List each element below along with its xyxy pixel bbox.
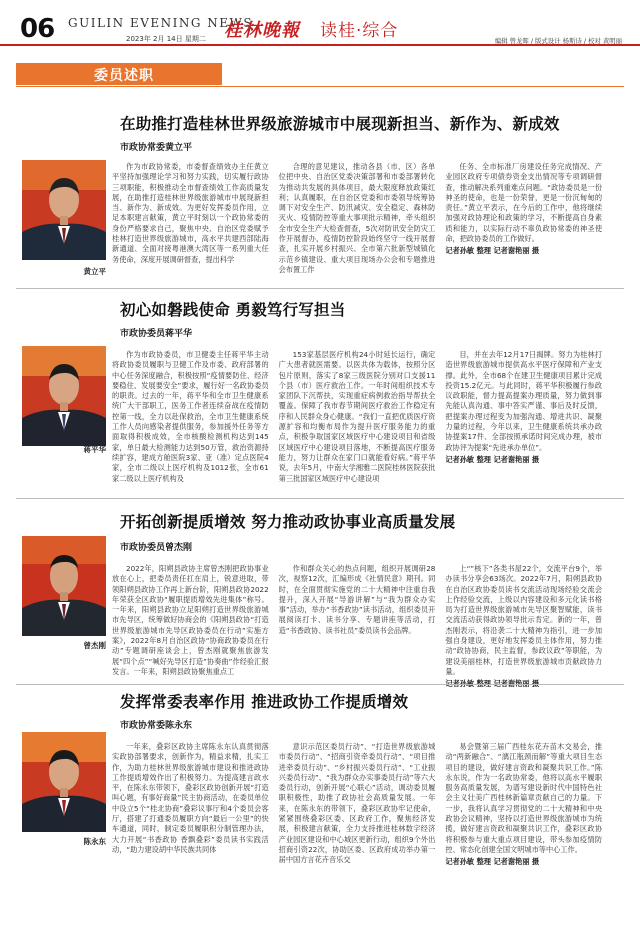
body-column: 作为市政协常委，市委督查绩效办主任黄立平坚持加强理论学习和努力实践，切实履行政协三项职能，积极推动全市督查绩效工作高质量发展，在助推打造桂林世界级旅游城市中展现新担当、新作为、新成效。为更好发挥委员作用，立足本职建言献策，黄立平时刻以一个政协常委的身份严格要求自己，聚焦中央、自治区党委赋予桂林打造世界级旅游城市，高水平共建西部陆海新通道、全面对接粤港澳大湾区等一系列重大任务使命，深度开展调研督查，提出科学 bbox=[112, 162, 269, 264]
article-byline: 市政协常委陈永东 bbox=[120, 721, 193, 731]
body-column: 2022年，阳朔县政协主席曾杰刚把政协事业放在心上，把委员责任扛在肩上，锐意进取，带领阳朔县政协工作再上新台阶，阳朔县政协2022年荣获全区政协“履职提质增效先进集体”称号。一年来，阳朔县政协立足阳朔打造世界级旅游城市先导区，统筹做好协商会的《阳朔县政协“打造世界级旅游城市先导区政协委员在行动”实施方案》，2022年8月自治区政协“协商政协委员在行动”专题调研座谈会上，曾杰刚就聚焦旅游发展“四个点”“喊好先导区打造”协奏曲”作经验汇报发言。一年来，阳朔县政协聚焦重点工 bbox=[112, 564, 269, 676]
body-column: 意识示范区委员行动”、“打造世界级旅游城市委员行动”、“招商引资牵委员行动”、“项目推进牵委员行动”、“乡村振兴委员行动”、“工业振兴委员行动”、“我为群众办实事委员行动”等六大委员行动，创新开展“心联心”活动，调动委员履职积极性，助推了政协社会高质量发展。一年来，在陈永东的带领下，叠彩区政协牢记使命，紧紧围绕叠彩区委、区政府工作，聚焦经济发展，积极建言献策，全力支持推进桂林数字经济产业园区建设和中心城区更新行动，组织9个外出招商引资22次，协助区委、区政府成功举办第一届中国方言花卉音乐交 bbox=[278, 742, 436, 865]
portrait-caption: 黄立平 bbox=[83, 267, 106, 276]
paper-english-name: GUILIN EVENING NEWS bbox=[68, 16, 254, 30]
article-credit: 记者孙敏 整理 记者谢艳丽 摄 bbox=[445, 454, 540, 464]
article-headline: 初心如磐践使命 勇毅笃行写担当 bbox=[120, 301, 346, 319]
article-headline: 发挥常委表率作用 推进政协工作提质增效 bbox=[120, 693, 409, 711]
article-body bbox=[112, 350, 602, 492]
portrait-photo bbox=[22, 536, 106, 636]
article-divider bbox=[16, 498, 624, 499]
article-body bbox=[112, 162, 602, 282]
portrait-photo bbox=[22, 160, 106, 260]
masthead bbox=[0, 0, 640, 46]
column-tag-rule bbox=[16, 86, 624, 87]
portrait-photo bbox=[22, 732, 106, 832]
portrait-caption: 蒋平华 bbox=[83, 445, 106, 454]
body-column: 作为市政协委员，市卫健委主任蒋平华主动将政协委员履职与卫健工作及市委、政府部署的中心任务深度融合，积极按照“疫情要防住、经济要稳住、发展要安全”要求，履行好一名政协委员的职责。过去的一年，蒋平华和全市卫生健康系统广大干部职工，医务工作者连续奋战在疫情防控第一线，全力以赴保救治，全市卫生健康系统工作人员向感染者提供服务，参加援外任务等方面取得积极成效，全市核酸检测机构达到145家，单日最大检测能力达到50万管，救治资源持续扩容，建成方舱医院3家、亚（准）定点医院4家，全市二级以上医疗机构及1012张，全市61家二级以上医疗机构及 bbox=[112, 350, 269, 483]
article-headline: 在助推打造桂林世界级旅游城市中展现新担当、新作为、新成效 bbox=[120, 115, 560, 133]
paper-logo: 桂林晚報 bbox=[224, 20, 300, 41]
portrait-photo bbox=[22, 346, 106, 446]
column-tag-label: 委员述职 bbox=[94, 68, 154, 84]
article-byline: 市政协常委黄立平 bbox=[120, 143, 193, 153]
issue-date: 2023年 2月 14日 星期二 bbox=[126, 35, 206, 43]
page-number: 06 bbox=[20, 14, 55, 44]
article-divider bbox=[16, 684, 624, 685]
body-column: 任务、全市标准厂房建设任务完成情况、产业园区政府专项债券资金支出情况等专项调研督查，推动解决系列重难点问题。“政协委员是一份神圣的使命，也是一份荣誉，更是一份沉甸甸的责任。”黄立平表示，在今后的工作中，他将继续加强对政协理论和政策的学习，不断提高自身素质和能力，以实际行动不辜负政协常委的神圣使命，把政协委员的工作做好。 记者孙敏 整理 记者谢艳丽 摄 bbox=[445, 162, 603, 256]
editor-credits: 编辑 曾龙晖 / 版式设计 杨斯诗 / 校对 黄明丽 bbox=[494, 37, 622, 45]
article-body bbox=[112, 742, 602, 918]
body-column: 目，并在去年12月17日揭牌。努力为桂林打造世界级旅游城市提供高水平医疗保障和产业支撑。此外，全市68个在建卫生健康项目累计完成投资15.2亿元。与此同时，蒋平华积极履行参政议政职能，督力提高提案办理质量，努力做到事先能认真沟通、事中答实严谨、事后及时反馈，把提案办理过程变为加强沟通、增进共识、凝聚力量的过程，今年以来，卫生健康系统共承办政协提案17件、全部按照承诺时间完成办理，被市政协评为提案“先进承办单位”。 记者孙敏 整理 记者谢艳丽 摄 bbox=[445, 350, 603, 464]
body-column: 一年来，叠彩区政协主席陈永东认真贯彻落实政协部署要求，创新作为，精益求精，扎实工作，为助力桂林世界级旅游城市建设和推进政协工作提质增效作出了积极努力。为提高建言政水平，在陈永东带领下，叠彩区政协创新开展“打造叫心题，有事好商量”民主协商活动，在委员单位中设立5个“桂北协商”叠彩议事厅和4个委员会客厅，搭建了打通委员履职方向“最后一公里”的快车通道，同时，制定委员履职积分制管理办法，大力开展“书香政协 香飘叠彩”委员读书实践活动，“助力建设胡中华民族共同体 bbox=[112, 742, 269, 854]
article-credit: 记者孙敏 整理 记者谢艳丽 摄 bbox=[445, 246, 540, 256]
section-title: 读桂·综合 bbox=[320, 21, 399, 41]
article-credit: 记者孙敏 整理 记者谢艳丽 摄 bbox=[445, 857, 540, 867]
portrait-caption: 陈永东 bbox=[83, 837, 106, 846]
section-title-main: 读桂 bbox=[320, 21, 356, 41]
article-headline: 开拓创新提质增效 努力推动政协事业高质量发展 bbox=[120, 513, 456, 531]
body-column: 合理的意见建议，推动各县（市、区）各单位把中央、自治区党委决策部署和市委部署转化为推动共发展的具体项目，最大限度释放政策红利；认真履职，在自治区党委和市委领导统筹协调下对安全生产、防汛减灾、安全稳定、森林防灭火、疫情防控等重大事项批示精神，牵头组织全市安全生产大检查督查，5次对防讯安全防灾工作开展督办，疫情防控阶段始终坚守一线开展督查，扎实开展乡村振兴、全市第六批新型城镇化示范乡镇建设、重大项目现场办公会和专题推进会布置工作 bbox=[278, 162, 436, 274]
article-divider bbox=[16, 288, 624, 289]
body-column: 易会暨第三届广西桂东花卉苗木交易会，推动“两新融合”、“漓江瓶颈而解”等重大项目生态项目的建设，做好建言资政和凝聚共识工作。”陈永东说，作为一名政协常委，他将以高水平履职服务高质量发展，为谱写建设新时代中国特色社会主义壮美广西桂林新篇章贡献自己的力量。下一步，我将认真学习贯彻党的二十大精神和中央政协会议精神，坚持以打造世界级旅游城市为统揽，做好建言资政和凝聚共识工作，叠彩区政协将积极参与重大重点项目建设，带头参加疫情防控、常态化创建全国文明城市等中心工作。 记者孙敏 整理 记者谢艳丽 摄 bbox=[445, 742, 603, 867]
column-tag bbox=[16, 63, 222, 85]
article-body bbox=[112, 564, 602, 678]
body-column: 上“”核下”各类书屋22个，交流平台9个，举办读书分享会63场次。2022年7月，阳朔县政协在自治区政协委员读书交流活动现场经验交流会上作经验交流，上级以内容建设和多元化读书格局为打造世界级旅游城市先导区聚智赋能，读书交流活动获得政协领导批示肯定。新的一年，曾杰刚表示，将沿袭二十大精神为指引，进一步加强自身建设，更好地发挥委员主体作用，努力推动“政协协商，民主监督，参政议政”等职能，为建设美丽桂林，打造世界级旅游城市贡献政协力量。 bbox=[445, 564, 602, 678]
body-column: 作和群众关心的热点问题，组织开展调研28次，视察12次，汇编形成《社情民意》期刊。同时，在全面贯彻实施党的二十大精神中注重自我提升，深入开展“导游讲解”与“我为群众办实事”活动，举办“书香政协”读书活动，组织委员开展阅读打卡、读书分享、专题讲座等活动，打造“书香政协、读书社员”委员读书会品牌。 bbox=[278, 564, 436, 635]
article-byline: 市政协委员蒋平华 bbox=[120, 329, 193, 339]
body-column: 153家基层医疗机构24小时延长运行，确定广大患者就医需要。以医共体为载体，按照分区包片原则，落实了8家三级医院分别对口支援11个县（市）医疗救治工作。一年时间组织技术专家团队下沉帮扶，实现重症病例救治指导帮扶全覆盖。保障了我市春节期间医疗救治工作稳定有序和人民群众身心健康。“我们一直把优质医疗资源扩容和均衡布局作为提升医疗服务能力的重点，积极争取国家区域医疗中心建设项目和省级区域医疗中心建设项目落地，不断提高医疗服务能力，努力让群众在家门口就能看好病。”蒋平华说，去年5月，中南大学湘雅二医院桂林医院获批第三批国家区域医疗中心建设项 bbox=[278, 350, 436, 483]
portrait-caption: 曾杰刚 bbox=[83, 641, 106, 650]
article-byline: 市政协委员曾杰刚 bbox=[120, 543, 193, 553]
section-title-sub: 综合 bbox=[362, 21, 399, 41]
